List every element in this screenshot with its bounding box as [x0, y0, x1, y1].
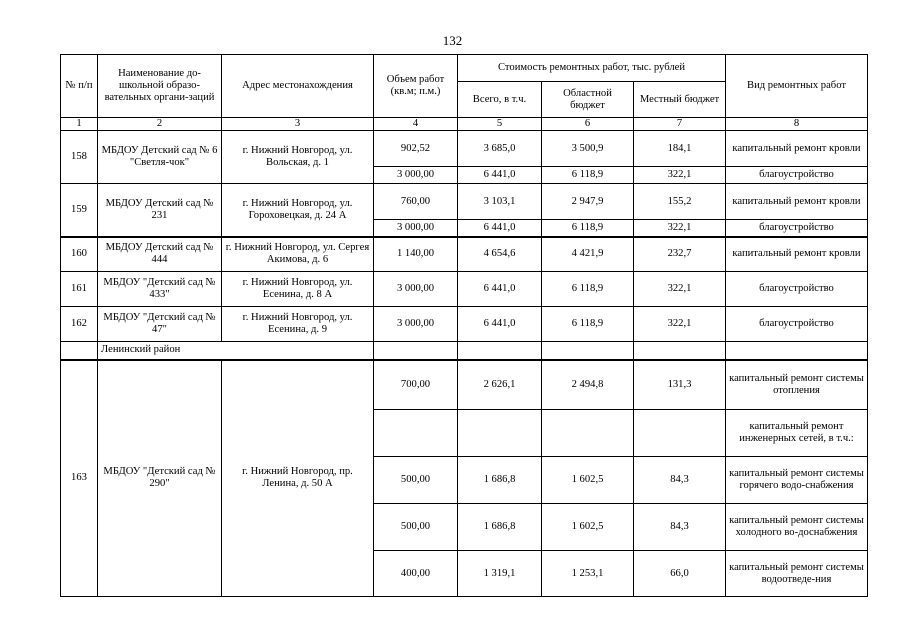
- row-address: г. Нижний Новгород, ул. Сергея Акимова, д. 6: [222, 237, 374, 272]
- header-regional: Областной бюджет: [542, 82, 634, 118]
- column-number: 4: [374, 118, 458, 131]
- row-name: МБДОУ "Детский сад № 290": [98, 360, 222, 597]
- row-kind: благоустройство: [726, 167, 868, 184]
- row-local: 84,3: [634, 457, 726, 504]
- row-regional: 1 602,5: [542, 504, 634, 551]
- row-local: 66,0: [634, 551, 726, 597]
- row-local: 322,1: [634, 272, 726, 307]
- row-regional: 6 118,9: [542, 272, 634, 307]
- row-kind: капитальный ремонт кровли: [726, 184, 868, 220]
- table-row: [61, 360, 868, 410]
- header-total: Всего, в т.ч.: [458, 82, 542, 118]
- row-num: 158: [61, 131, 98, 184]
- row-local: [634, 410, 726, 457]
- district-empty-cell: [61, 342, 98, 360]
- row-regional: 2 494,8: [542, 360, 634, 410]
- repair-works-table: [60, 54, 868, 597]
- row-volume: 902,52: [374, 131, 458, 167]
- row-regional: 6 118,9: [542, 220, 634, 237]
- row-name: МБДОУ Детский сад № 6 "Светля-чок": [98, 131, 222, 184]
- row-volume: 500,00: [374, 504, 458, 551]
- header-cost-group: Стоимость ремонтных работ, тыс. рублей: [458, 55, 726, 82]
- row-kind: благоустройство: [726, 220, 868, 237]
- row-volume: 3 000,00: [374, 167, 458, 184]
- row-address: г. Нижний Новгород, ул. Есенина, д. 8 А: [222, 272, 374, 307]
- row-local: 322,1: [634, 167, 726, 184]
- row-regional: 6 118,9: [542, 167, 634, 184]
- district-empty-cell: [374, 342, 458, 360]
- row-kind: капитальный ремонт системы холодного во-доснабжения: [726, 504, 868, 551]
- header-num: № п/п: [61, 55, 98, 118]
- row-total: 6 441,0: [458, 272, 542, 307]
- row-local: 84,3: [634, 504, 726, 551]
- row-num: 160: [61, 237, 98, 272]
- row-num: 159: [61, 184, 98, 237]
- row-total: 1 686,8: [458, 504, 542, 551]
- row-volume: 3 000,00: [374, 220, 458, 237]
- header-row-1: [61, 55, 868, 82]
- row-regional: 6 118,9: [542, 307, 634, 342]
- row-volume: 1 140,00: [374, 237, 458, 272]
- row-local: 155,2: [634, 184, 726, 220]
- row-local: 322,1: [634, 220, 726, 237]
- table-row: [61, 307, 868, 342]
- header-address: Адрес местонахождения: [222, 55, 374, 118]
- row-total: 6 441,0: [458, 220, 542, 237]
- row-volume: 3 000,00: [374, 307, 458, 342]
- column-number: 5: [458, 118, 542, 131]
- row-address: г. Нижний Новгород, ул. Есенина, д. 9: [222, 307, 374, 342]
- district-row: [61, 342, 868, 360]
- row-local: 322,1: [634, 307, 726, 342]
- row-regional: 1 253,1: [542, 551, 634, 597]
- column-number: 6: [542, 118, 634, 131]
- row-volume: 760,00: [374, 184, 458, 220]
- column-number-row: [61, 118, 868, 131]
- column-number: 3: [222, 118, 374, 131]
- row-total: 1 686,8: [458, 457, 542, 504]
- row-local: 131,3: [634, 360, 726, 410]
- header-kind: Вид ремонтных работ: [726, 55, 868, 118]
- row-total: 6 441,0: [458, 167, 542, 184]
- row-name: МБДОУ "Детский сад № 433": [98, 272, 222, 307]
- table-row: [61, 184, 868, 220]
- row-volume: [374, 410, 458, 457]
- row-total: 4 654,6: [458, 237, 542, 272]
- column-number: 1: [61, 118, 98, 131]
- column-number: 8: [726, 118, 868, 131]
- table-row: [61, 237, 868, 272]
- row-num: 163: [61, 360, 98, 597]
- header-volume: Объем работ (кв.м; п.м.): [374, 55, 458, 118]
- district-empty-cell: [634, 342, 726, 360]
- table-row: [61, 272, 868, 307]
- row-regional: 2 947,9: [542, 184, 634, 220]
- row-total: 1 319,1: [458, 551, 542, 597]
- row-address: г. Нижний Новгород, ул. Вольская, д. 1: [222, 131, 374, 184]
- row-name: МБДОУ "Детский сад № 47": [98, 307, 222, 342]
- row-address: г. Нижний Новгород, ул. Гороховецкая, д. 24 А: [222, 184, 374, 237]
- row-num: 162: [61, 307, 98, 342]
- row-regional: 3 500,9: [542, 131, 634, 167]
- row-name: МБДОУ Детский сад № 444: [98, 237, 222, 272]
- row-kind: капитальный ремонт кровли: [726, 131, 868, 167]
- header-name: Наименование до-школьной образо-вательных органи-заций: [98, 55, 222, 118]
- row-local: 232,7: [634, 237, 726, 272]
- row-total: 3 103,1: [458, 184, 542, 220]
- row-kind: капитальный ремонт системы водоотведе-ния: [726, 551, 868, 597]
- district-name: Ленинский район: [98, 342, 374, 360]
- row-total: [458, 410, 542, 457]
- page-number: 132: [442, 33, 463, 48]
- row-volume: 400,00: [374, 551, 458, 597]
- row-kind: капитальный ремонт системы отопления: [726, 360, 868, 410]
- column-number: 2: [98, 118, 222, 131]
- row-kind: капитальный ремонт инженерных сетей, в т.ч.:: [726, 410, 868, 457]
- row-kind: капитальный ремонт системы горячего водо-снабжения: [726, 457, 868, 504]
- row-total: 2 626,1: [458, 360, 542, 410]
- header-local: Местный бюджет: [634, 82, 726, 118]
- row-name: МБДОУ Детский сад № 231: [98, 184, 222, 237]
- district-empty-cell: [542, 342, 634, 360]
- table-row: [61, 131, 868, 167]
- row-volume: 700,00: [374, 360, 458, 410]
- district-empty-cell: [458, 342, 542, 360]
- row-regional: 4 421,9: [542, 237, 634, 272]
- column-number: 7: [634, 118, 726, 131]
- row-kind: благоустройство: [726, 272, 868, 307]
- row-volume: 500,00: [374, 457, 458, 504]
- row-kind: благоустройство: [726, 307, 868, 342]
- row-regional: 1 602,5: [542, 457, 634, 504]
- district-empty-cell: [726, 342, 868, 360]
- row-local: 184,1: [634, 131, 726, 167]
- row-num: 161: [61, 272, 98, 307]
- row-regional: [542, 410, 634, 457]
- row-address: г. Нижний Новгород, пр. Ленина, д. 50 А: [222, 360, 374, 597]
- row-kind: капитальный ремонт кровли: [726, 237, 868, 272]
- row-total: 3 685,0: [458, 131, 542, 167]
- row-total: 6 441,0: [458, 307, 542, 342]
- row-volume: 3 000,00: [374, 272, 458, 307]
